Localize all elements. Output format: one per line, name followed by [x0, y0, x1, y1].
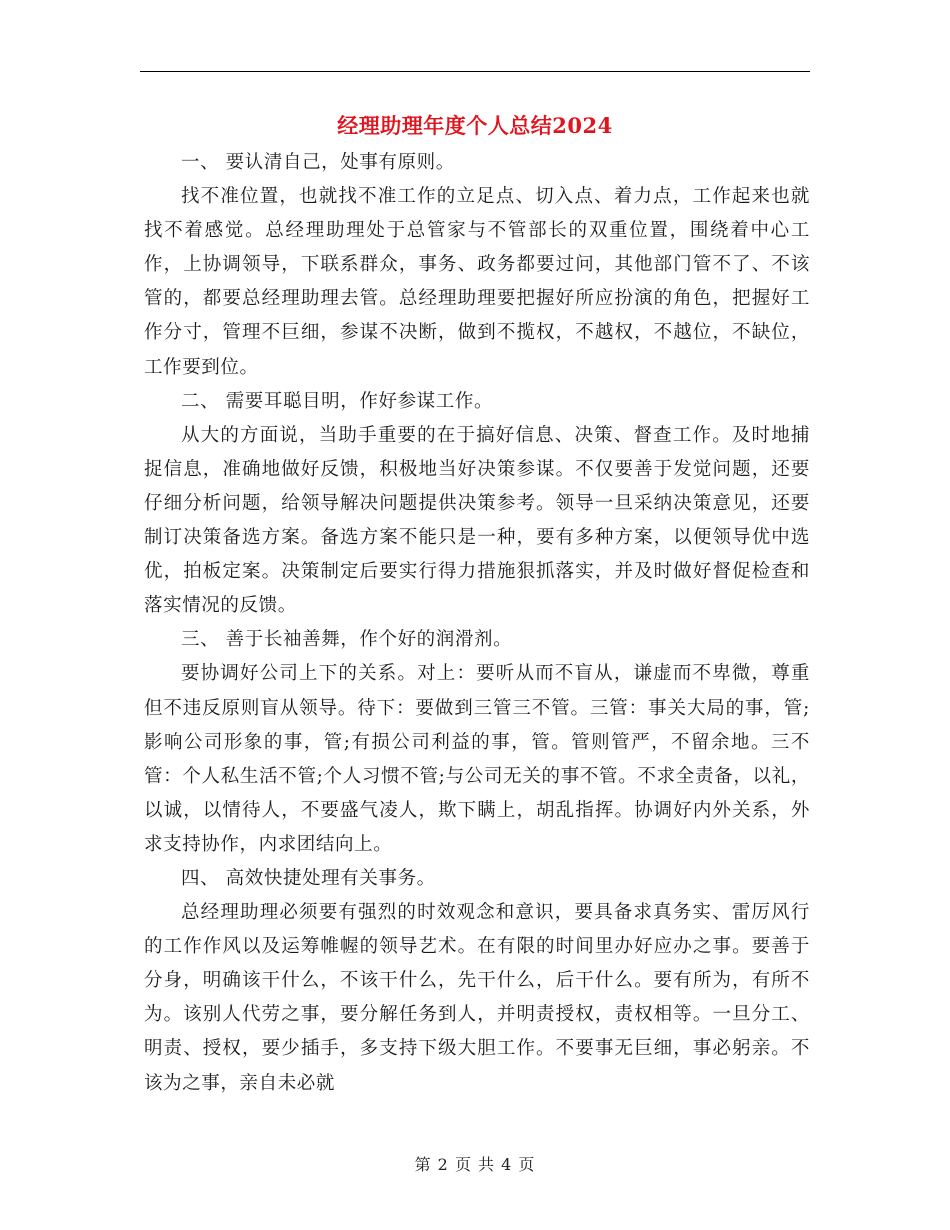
paragraph-4: 总经理助理必须要有强烈的时效观念和意识，要具备求真务实、雷厉风行的工作作风以及运筹帷幄的领导艺术。在有限的时间里办好应办之事。要善于分身，明确该干什么，不该干什么，先干什么，后干什么。要有所为，有所不为。该别人代劳之事，要分解任务到人，并明责授权，责权相等。一旦分工、明责、授权，要少插手，多支持下级大胆工作。不要事无巨细，事必躬亲。不该为之事，亲自未必就 — [144, 902, 810, 1094]
paragraph-3: 要协调好公司上下的关系。对上：要听从而不盲从，谦虚而不卑微，尊重但不违反原则盲从领导。待下：要做到三管三不管。三管：事关大局的事，管;影响公司形象的事，管;有损公司利益的事，管。管则管严，不留余地。三不管：个人私生活不管;个人习惯不管;与公司无关的事不管。不求全责备，以礼，以诚，以情待人，不要盛气凌人，欺下瞒上，胡乱指挥。协调好内外关系，外求支持协作，内求团结向上。 — [144, 663, 810, 855]
paragraph-1: 找不准位置，也就找不准工作的立足点、切入点、着力点，工作起来也就找不着感觉。总经理助理处于总管家与不管部长的双重位置，围绕着中心工作，上协调领导，下联系群众，事务、政务都要过问，其他部门管不了、不该管的，都要总经理助理去管。总经理助理要把握好所应扮演的角色，把握好工作分寸，管理不巨细，参谋不决断，做到不揽权，不越权，不越位，不缺位，工作要到位。 — [144, 186, 810, 378]
document-title: 经理助理年度个人总结2024 — [337, 113, 613, 138]
page-number-footer: 第 2 页 共 4 页 — [414, 1155, 536, 1174]
section-heading-1: 一、 要认清自己，处事有原则。 — [181, 152, 455, 173]
document-body — [144, 146, 810, 1101]
section-heading-2: 二、 需要耳聪目明，作好参谋工作。 — [181, 390, 494, 412]
section-heading-4: 四、 高效快捷处理有关事务。 — [181, 867, 436, 889]
paragraph-2: 从大的方面说，当助手重要的在于搞好信息、决策、督查工作。及时地捕捉信息，准确地做好反馈，积极地当好决策参谋。不仅要善于发觉问题，还要仔细分析问题，给领导解决问题提供决策参考。领导一旦采纳决策意见，还要制订决策备选方案。备选方案不能只是一种，要有多种方案，以便领导优中选优，拍板定案。决策制定后要实行得力措施狠抓落实，并及时做好督促检查和落实情况的反馈。 — [144, 424, 810, 617]
header-rule — [140, 71, 810, 72]
section-heading-3: 三、 善于长袖善舞，作个好的润滑剂。 — [181, 629, 513, 651]
